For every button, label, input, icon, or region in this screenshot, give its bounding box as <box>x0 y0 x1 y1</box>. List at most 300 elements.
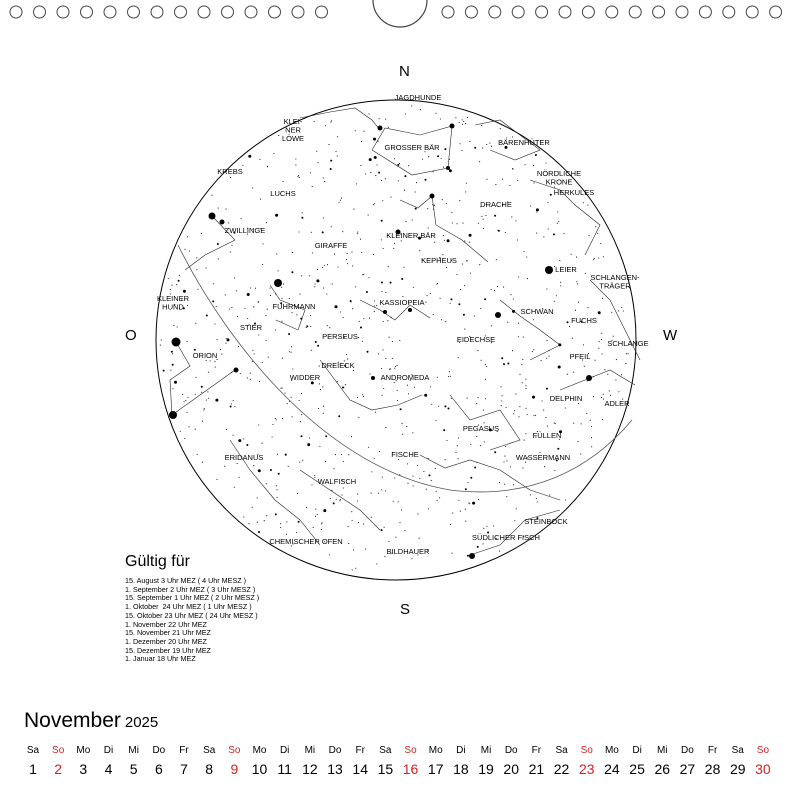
star <box>292 312 293 313</box>
constellation-label-kepheus: KEPHEUS <box>421 256 457 265</box>
bright-star <box>209 213 216 220</box>
star <box>536 211 537 212</box>
star <box>628 353 629 354</box>
day-number: 6 <box>154 761 163 777</box>
star <box>382 200 383 201</box>
star <box>499 551 500 552</box>
star <box>339 500 340 501</box>
star <box>172 388 173 389</box>
constellation-label-krebs: KREBS <box>217 167 243 176</box>
weekday-label: So <box>52 745 65 756</box>
star <box>524 251 525 252</box>
star <box>515 394 516 395</box>
star <box>593 376 594 377</box>
star <box>378 172 380 174</box>
star <box>301 393 302 394</box>
star <box>462 264 463 265</box>
constellation-label-giraffe: GIRAFFE <box>314 241 348 250</box>
star <box>412 219 413 220</box>
constellation-label-walfisch: WALFISCH <box>317 477 357 486</box>
star <box>438 406 439 407</box>
star <box>436 491 437 492</box>
star <box>458 500 459 501</box>
star <box>399 340 400 341</box>
star <box>546 358 547 359</box>
star <box>313 527 314 528</box>
star <box>315 509 316 510</box>
star <box>449 159 450 160</box>
star <box>478 223 479 224</box>
star <box>340 200 341 201</box>
star <box>437 500 438 501</box>
star <box>368 215 369 216</box>
star <box>557 448 559 450</box>
star <box>275 418 276 419</box>
star <box>432 204 433 205</box>
star <box>530 494 531 495</box>
star <box>248 523 249 524</box>
star <box>589 235 590 236</box>
constellation-label-jagdhunde: JAGDHUNDE <box>394 93 442 102</box>
star <box>310 315 311 316</box>
star <box>381 489 382 490</box>
star <box>428 458 429 459</box>
star <box>428 227 429 228</box>
star <box>571 254 572 255</box>
star <box>347 359 348 360</box>
star <box>439 497 440 498</box>
star <box>530 206 531 207</box>
star <box>623 310 624 311</box>
star <box>333 468 334 469</box>
star <box>381 239 382 240</box>
star <box>456 223 457 224</box>
star <box>289 351 290 352</box>
star <box>375 412 376 413</box>
star <box>314 475 315 476</box>
star <box>332 284 333 285</box>
star <box>357 500 358 501</box>
star <box>407 463 408 464</box>
constellation-label-dreieck: DREIECK <box>321 361 355 370</box>
day-number: 29 <box>729 761 746 777</box>
star <box>215 399 218 402</box>
star <box>532 396 535 399</box>
star <box>536 208 539 211</box>
star <box>598 311 601 314</box>
star <box>276 485 277 486</box>
star <box>262 443 263 444</box>
bright-star <box>172 338 181 347</box>
star <box>549 495 550 496</box>
star <box>298 175 299 176</box>
star <box>297 176 298 177</box>
star <box>361 141 362 142</box>
star <box>341 494 342 495</box>
star <box>405 221 406 222</box>
constellation-label-wassermann: WASSERMANN <box>515 453 571 462</box>
star <box>369 318 370 319</box>
star <box>291 352 292 353</box>
star <box>536 498 537 499</box>
star <box>189 426 190 427</box>
bright-star <box>378 126 383 131</box>
star <box>266 222 267 223</box>
star <box>323 178 324 179</box>
star <box>527 278 528 279</box>
star <box>225 343 226 344</box>
star <box>404 190 405 191</box>
star <box>533 415 534 416</box>
star <box>469 234 472 237</box>
star <box>599 341 600 342</box>
day-number: 10 <box>251 761 268 777</box>
star <box>252 350 253 351</box>
star <box>532 351 533 352</box>
star <box>456 274 457 275</box>
star <box>259 381 260 382</box>
star <box>352 265 353 266</box>
star <box>388 127 389 128</box>
star <box>395 366 396 367</box>
star <box>389 337 390 338</box>
star <box>213 283 214 284</box>
star <box>464 285 465 286</box>
star <box>390 368 391 369</box>
star <box>411 105 412 106</box>
star <box>327 264 328 265</box>
star <box>553 233 555 235</box>
star <box>576 281 577 282</box>
star <box>237 316 238 317</box>
star <box>390 282 392 284</box>
star <box>174 381 177 384</box>
day-number: 26 <box>654 761 671 777</box>
weekday-label: Do <box>504 745 518 756</box>
star <box>234 406 235 407</box>
star <box>408 393 409 394</box>
constellation-label-orion: ORION <box>192 351 218 360</box>
constellation-label-andromeda: ANDROMEDA <box>380 373 430 382</box>
star <box>430 386 431 387</box>
star <box>455 452 456 453</box>
star <box>383 321 384 322</box>
star <box>270 469 272 471</box>
star <box>221 354 222 355</box>
star <box>277 454 278 455</box>
weekday-label: Fr <box>707 745 718 756</box>
star <box>477 546 479 548</box>
constellation-label-widder: WIDDER <box>289 373 321 382</box>
star <box>360 239 361 240</box>
star <box>499 482 500 483</box>
star <box>468 502 469 503</box>
star <box>501 386 502 387</box>
star <box>281 298 282 299</box>
star <box>402 434 403 435</box>
star <box>486 144 487 145</box>
star <box>230 177 231 178</box>
star <box>286 534 287 535</box>
star <box>613 336 614 337</box>
star <box>498 230 500 232</box>
star <box>420 109 421 110</box>
star <box>317 345 319 347</box>
star <box>329 327 330 328</box>
bright-star <box>371 376 375 380</box>
star <box>430 293 431 294</box>
bright-star <box>408 308 412 312</box>
star <box>481 125 482 126</box>
star <box>519 406 520 407</box>
star <box>524 440 525 441</box>
star <box>609 390 610 391</box>
star <box>182 394 183 395</box>
star <box>395 537 396 538</box>
constellation-figure <box>590 280 640 360</box>
star <box>399 163 400 164</box>
constellation-label-kleiner-loewe: KLEI-NER LÖWE <box>281 117 305 143</box>
star <box>554 301 555 302</box>
star <box>548 350 549 351</box>
day-number: 7 <box>180 761 188 777</box>
constellation-label-schwan: SCHWAN <box>520 307 554 316</box>
star <box>626 353 627 354</box>
star <box>501 357 503 359</box>
star <box>337 155 338 156</box>
constellation-label-pfeil: PFEIL <box>569 352 591 361</box>
star <box>378 353 379 354</box>
day-number: 16 <box>402 761 419 777</box>
star <box>357 494 358 495</box>
star <box>414 387 415 388</box>
star <box>417 465 418 466</box>
star <box>363 274 364 275</box>
star <box>330 498 331 499</box>
star <box>255 288 256 289</box>
star <box>195 377 196 378</box>
star <box>178 280 180 282</box>
weekday-label: Mi <box>304 745 316 756</box>
constellation-figure <box>560 370 635 390</box>
star <box>476 462 477 463</box>
star <box>470 273 471 274</box>
star <box>401 240 402 241</box>
star <box>314 121 315 122</box>
star <box>295 158 296 159</box>
bright-star <box>234 368 239 373</box>
star <box>365 549 366 550</box>
constellation-label-steinbock: STEINBOCK <box>524 517 568 526</box>
star <box>462 223 463 224</box>
day-number: 21 <box>528 761 545 777</box>
star <box>234 277 235 278</box>
day-number: 28 <box>704 761 721 777</box>
star <box>248 155 251 158</box>
star <box>318 408 319 409</box>
star <box>506 496 507 497</box>
constellation-figure <box>185 216 235 270</box>
weekday-label: Fr <box>179 745 189 756</box>
star <box>270 288 271 289</box>
star <box>610 395 611 396</box>
star <box>369 158 372 161</box>
day-number: 27 <box>679 761 696 777</box>
weekday-label: Fr <box>355 745 365 756</box>
star <box>485 398 486 399</box>
bright-star <box>169 411 177 419</box>
star <box>323 413 324 414</box>
star <box>483 228 484 229</box>
validity-entry: 15. August 3 Uhr MEZ ( 4 Uhr MESZ ) <box>125 576 247 585</box>
star <box>319 446 320 447</box>
validity-block <box>125 553 259 664</box>
star <box>254 353 255 354</box>
star <box>452 513 453 514</box>
star <box>201 233 202 234</box>
star <box>396 365 397 366</box>
star <box>346 354 347 355</box>
star <box>458 303 460 305</box>
star <box>322 267 323 268</box>
star <box>211 195 212 196</box>
star <box>374 203 375 204</box>
star <box>306 507 307 508</box>
star <box>337 136 338 137</box>
star <box>458 437 459 438</box>
star <box>480 445 481 446</box>
star <box>577 283 578 284</box>
star <box>428 156 429 157</box>
star <box>404 175 406 177</box>
star <box>381 291 382 292</box>
star <box>621 307 622 308</box>
constellation-label-fische: FISCHE <box>391 450 419 459</box>
weekday-label: Mo <box>604 745 619 756</box>
weekday-label: Mi <box>480 745 492 756</box>
star <box>231 372 232 373</box>
star <box>527 414 528 415</box>
star <box>365 173 366 174</box>
star <box>491 325 492 326</box>
weekday-label: Fr <box>531 745 542 756</box>
star <box>450 524 451 525</box>
bright-star <box>220 220 225 225</box>
star <box>217 339 218 340</box>
star <box>243 516 244 517</box>
star <box>525 164 526 165</box>
star <box>319 383 320 384</box>
star <box>282 418 283 419</box>
star <box>467 117 468 118</box>
star <box>267 166 268 167</box>
star <box>392 358 393 359</box>
month-year: 2025 <box>124 714 159 731</box>
day-number: 2 <box>54 761 63 777</box>
star <box>170 289 171 290</box>
star <box>518 276 519 277</box>
star <box>450 376 451 377</box>
star <box>482 148 483 149</box>
star <box>318 162 319 163</box>
star <box>446 267 447 268</box>
star <box>358 522 359 523</box>
star <box>241 218 242 219</box>
star <box>419 478 420 479</box>
star <box>172 353 173 354</box>
star <box>397 400 398 401</box>
star <box>435 420 436 421</box>
star <box>601 333 602 334</box>
star <box>575 310 576 311</box>
star <box>177 326 178 327</box>
star <box>258 301 259 302</box>
star <box>445 459 446 460</box>
star <box>518 336 519 337</box>
star <box>535 415 536 416</box>
star <box>368 277 369 278</box>
star <box>465 521 466 522</box>
star <box>463 121 464 122</box>
star <box>388 541 389 542</box>
star <box>346 259 347 260</box>
star <box>381 180 382 181</box>
star <box>518 323 519 324</box>
star <box>404 530 405 531</box>
weekday-label: Sa <box>731 745 744 756</box>
bright-star <box>383 310 387 314</box>
star <box>301 217 303 219</box>
star <box>406 426 407 427</box>
validity-entry: 15. September 1 Uhr MEZ ( 2 Uhr MESZ ) <box>125 593 260 603</box>
star <box>460 511 461 512</box>
star <box>476 436 477 437</box>
star <box>403 267 404 268</box>
day-number: 12 <box>302 761 318 777</box>
star <box>401 278 403 280</box>
star <box>543 410 544 411</box>
constellation-label-schlangentraeger: SCHLANGEN-TRÄGER <box>590 273 640 291</box>
star <box>467 398 468 399</box>
star <box>411 558 412 559</box>
star <box>342 231 343 232</box>
star <box>595 360 596 361</box>
star <box>598 348 599 349</box>
star <box>458 458 459 459</box>
star <box>183 290 186 293</box>
star <box>275 214 278 217</box>
star <box>292 416 293 417</box>
star <box>569 326 570 327</box>
star <box>494 215 496 217</box>
star <box>407 483 408 484</box>
star <box>557 211 558 212</box>
star <box>480 308 481 309</box>
star <box>378 141 379 142</box>
star <box>339 202 340 203</box>
constellation-label-perseus: PERSEUS <box>322 332 358 341</box>
star <box>501 405 502 406</box>
star <box>394 243 395 244</box>
star <box>206 268 207 269</box>
star <box>618 310 619 311</box>
star <box>236 290 237 291</box>
constellation-label-eridanus: ERIDANUS <box>224 453 264 462</box>
star <box>525 433 526 434</box>
star <box>286 521 287 522</box>
star <box>324 181 325 182</box>
star <box>462 124 463 125</box>
